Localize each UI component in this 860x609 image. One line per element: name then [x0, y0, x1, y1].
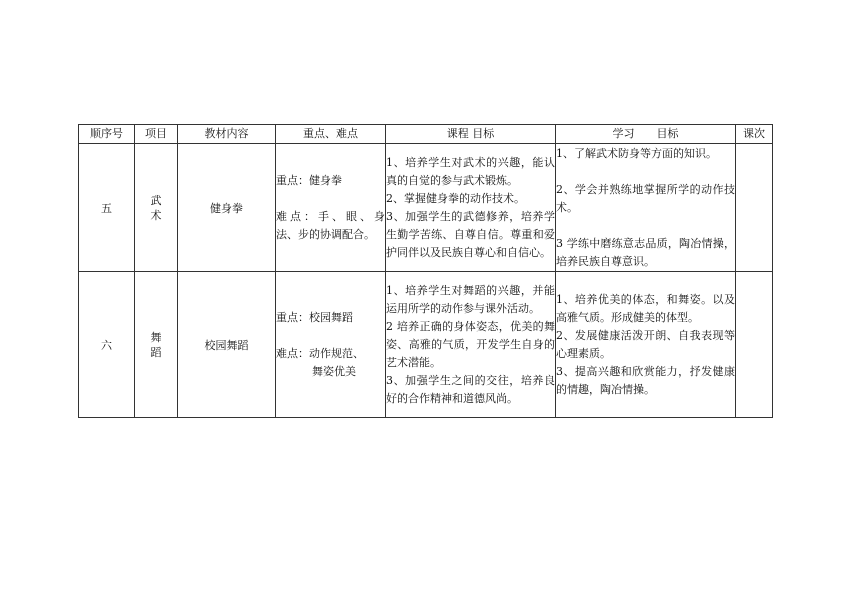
learning-goal: 1、培养优美的体态，和舞姿。以及高雅气质。形成健美的体型。	[556, 292, 735, 324]
header-seq: 顺序号	[79, 125, 135, 144]
key-point: 重点：健身拳	[276, 173, 342, 187]
item-cell	[135, 144, 178, 272]
content-cell: 校园舞蹈	[178, 272, 276, 418]
learning-goal: 1、了解武术防身等方面的知识。	[556, 146, 717, 160]
item-label: 舞蹈	[150, 330, 162, 359]
difficulty-continued: 舞姿优美	[312, 364, 356, 378]
seq-cell: 五	[79, 144, 135, 272]
header-row	[79, 125, 773, 144]
course-goal: 1、培养学生对舞蹈的兴趣，并能运用所学的动作参与课外活动。	[386, 283, 555, 315]
header-course-goals: 课程 目标	[386, 125, 556, 144]
sessions-cell	[736, 272, 773, 418]
course-goals-cell	[386, 144, 556, 272]
teaching-plan-table	[78, 124, 773, 418]
seq-cell: 六	[79, 272, 135, 418]
header-sessions: 课次	[736, 125, 773, 144]
difficulty: 难点：手、眼、身法、步的协调配合。	[276, 209, 385, 241]
course-goal: 2 培养正确的身体姿态，优美的舞姿、高雅的气质，开发学生自身的艺术潜能。	[386, 319, 555, 369]
table-row	[79, 272, 773, 418]
table-row	[79, 144, 773, 272]
focus-cell	[276, 144, 386, 272]
learning-goal: 3 学练中磨练意志品质，陶冶情操，培养民族自尊意识。	[556, 236, 735, 268]
course-goal: 2、掌握健身拳的动作技术。	[386, 191, 525, 205]
item-label: 武术	[150, 193, 162, 222]
course-goal: 3、加强学生的武德修养，培养学生勤学苦练、自尊自信。尊重和爱护同伴以及民族自尊心和自信心。	[386, 209, 555, 259]
header-learning-goals: 学习 目标	[556, 125, 736, 144]
key-point: 重点：校园舞蹈	[276, 310, 353, 324]
content-cell: 健身拳	[178, 144, 276, 272]
learning-goals-cell	[556, 144, 736, 272]
header-focus: 重点、难点	[276, 125, 386, 144]
course-goal: 3、加强学生之间的交往，培养良好的合作精神和道德风尚。	[386, 373, 555, 405]
course-goals-cell	[386, 272, 556, 418]
header-item: 项目	[135, 125, 178, 144]
learning-goal: 2、发展健康活泼开朗、自我表现等心理素质。	[556, 328, 735, 360]
item-cell	[135, 272, 178, 418]
course-goal: 1、培养学生对武术的兴趣，能认真的自觉的参与武术锻炼。	[386, 155, 555, 187]
focus-cell	[276, 272, 386, 418]
header-content: 教材内容	[178, 125, 276, 144]
learning-goals-cell	[556, 272, 736, 418]
difficulty: 难点：动作规范、	[276, 346, 364, 360]
learning-goal: 3、提高兴趣和欣赏能力，抒发健康的情趣，陶冶情操。	[556, 364, 735, 396]
sessions-cell	[736, 144, 773, 272]
learning-goal: 2、学会并熟练地掌握所学的动作技术。	[556, 182, 735, 214]
